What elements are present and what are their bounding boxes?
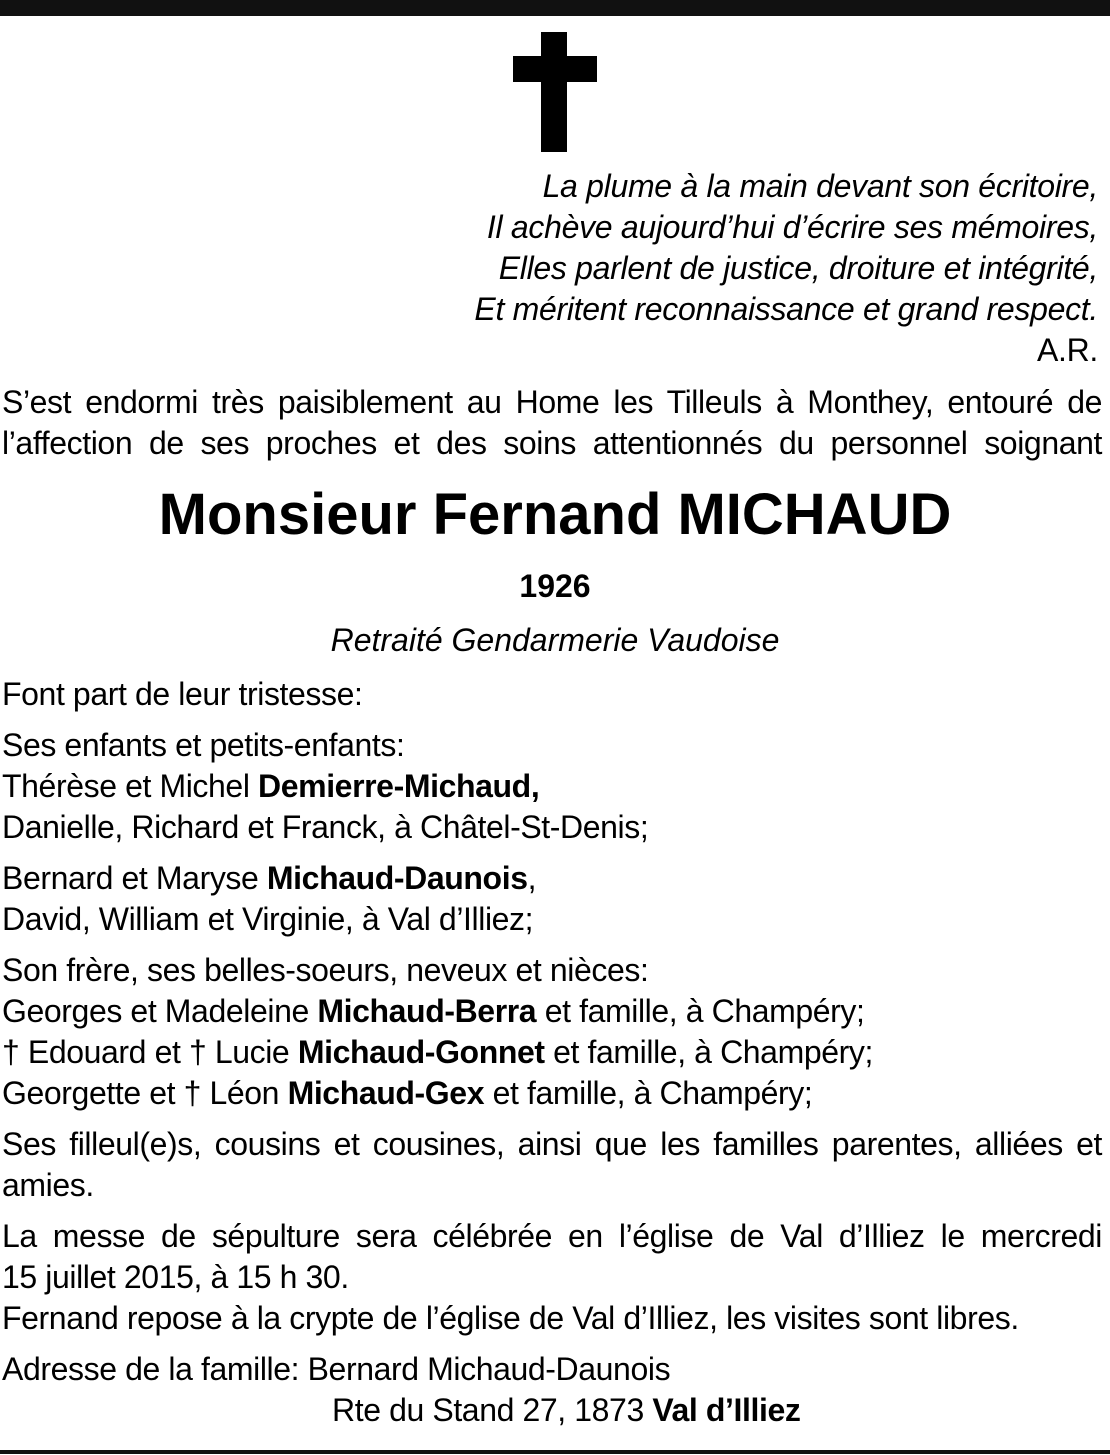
visit-line: Fernand repose à la crypte de l’église de Val d’Illiez, les visites sont libres. bbox=[2, 1300, 1019, 1336]
top-rule bbox=[0, 0, 1110, 16]
family-name: Michaud-Gex bbox=[287, 1075, 485, 1111]
family-line: Georges et Madeleine Michaud-Berra et famille, à Champéry; bbox=[2, 993, 865, 1029]
others-line: Ses filleul(e)s, cousins et cousines, ainsi que les familles parentes, alliées et bbox=[2, 1126, 1102, 1162]
family-name: Michaud-Gonnet bbox=[297, 1034, 545, 1070]
intro-line: l’affection de ses proches et des soins attentionnés du personnel soignant bbox=[2, 425, 1102, 461]
family-line: † Edouard et † Lucie Michaud-Gonnet et famille, à Champéry; bbox=[2, 1034, 873, 1070]
bottom-rule bbox=[0, 1450, 1110, 1454]
poem-signature: A.R. bbox=[1036, 332, 1098, 368]
poem-line: Et méritent reconnaissance et grand respect. bbox=[474, 291, 1098, 327]
family-line: Georgette et † Léon Michaud-Gex et famille, à Champéry; bbox=[2, 1075, 813, 1111]
intro-paragraph bbox=[2, 382, 1102, 464]
siblings-heading: Son frère, ses belles-soeurs, neveux et nièces: bbox=[2, 952, 649, 988]
cross-icon bbox=[513, 32, 597, 152]
poem-line: La plume à la main devant son écritoire, bbox=[542, 168, 1098, 204]
mass-line: La messe de sépulture sera célébrée en l’église de Val d’Illiez le mercredi bbox=[2, 1218, 1102, 1254]
poem-line: Il achève aujourd’hui d’écrire ses mémoires, bbox=[486, 209, 1098, 245]
deceased-title: Retraité Gendarmerie Vaudoise bbox=[330, 622, 780, 658]
deceased-name: Monsieur Fernand MICHAUD bbox=[158, 482, 952, 547]
family-members: Danielle, Richard et Franck, à Châtel-St-Denis; bbox=[2, 809, 649, 845]
family-line: Thérèse et Michel Demierre-Michaud, bbox=[2, 768, 540, 804]
family-name: Demierre-Michaud, bbox=[258, 768, 540, 804]
address-street: Rte du Stand 27, 1873 Val d’Illiez bbox=[332, 1392, 801, 1428]
intro-line: S’est endormi très paisiblement au Home les Tilleuls à Monthey, entouré de bbox=[2, 384, 1102, 420]
children-heading: Ses enfants et petits-enfants: bbox=[2, 727, 405, 763]
address-label: Adresse de la famille: Bernard Michaud-Daunois bbox=[2, 1351, 671, 1387]
poem bbox=[474, 166, 1098, 371]
family-line: Bernard et Maryse Michaud-Daunois, bbox=[2, 860, 537, 896]
family-members: David, William et Virginie, à Val d’Illiez; bbox=[2, 901, 534, 937]
address-town: Val d’Illiez bbox=[652, 1392, 801, 1428]
obituary-body bbox=[2, 674, 1102, 1431]
announcement: Font part de leur tristesse: bbox=[2, 676, 363, 712]
family-name: Michaud-Daunois bbox=[266, 860, 528, 896]
poem-line: Elles parlent de justice, droiture et intégrité, bbox=[498, 250, 1098, 286]
deceased-year: 1926 bbox=[519, 568, 591, 604]
others-line: amies. bbox=[2, 1167, 94, 1203]
family-name: Michaud-Berra bbox=[317, 993, 537, 1029]
mass-line: 15 juillet 2015, à 15 h 30. bbox=[2, 1259, 349, 1295]
